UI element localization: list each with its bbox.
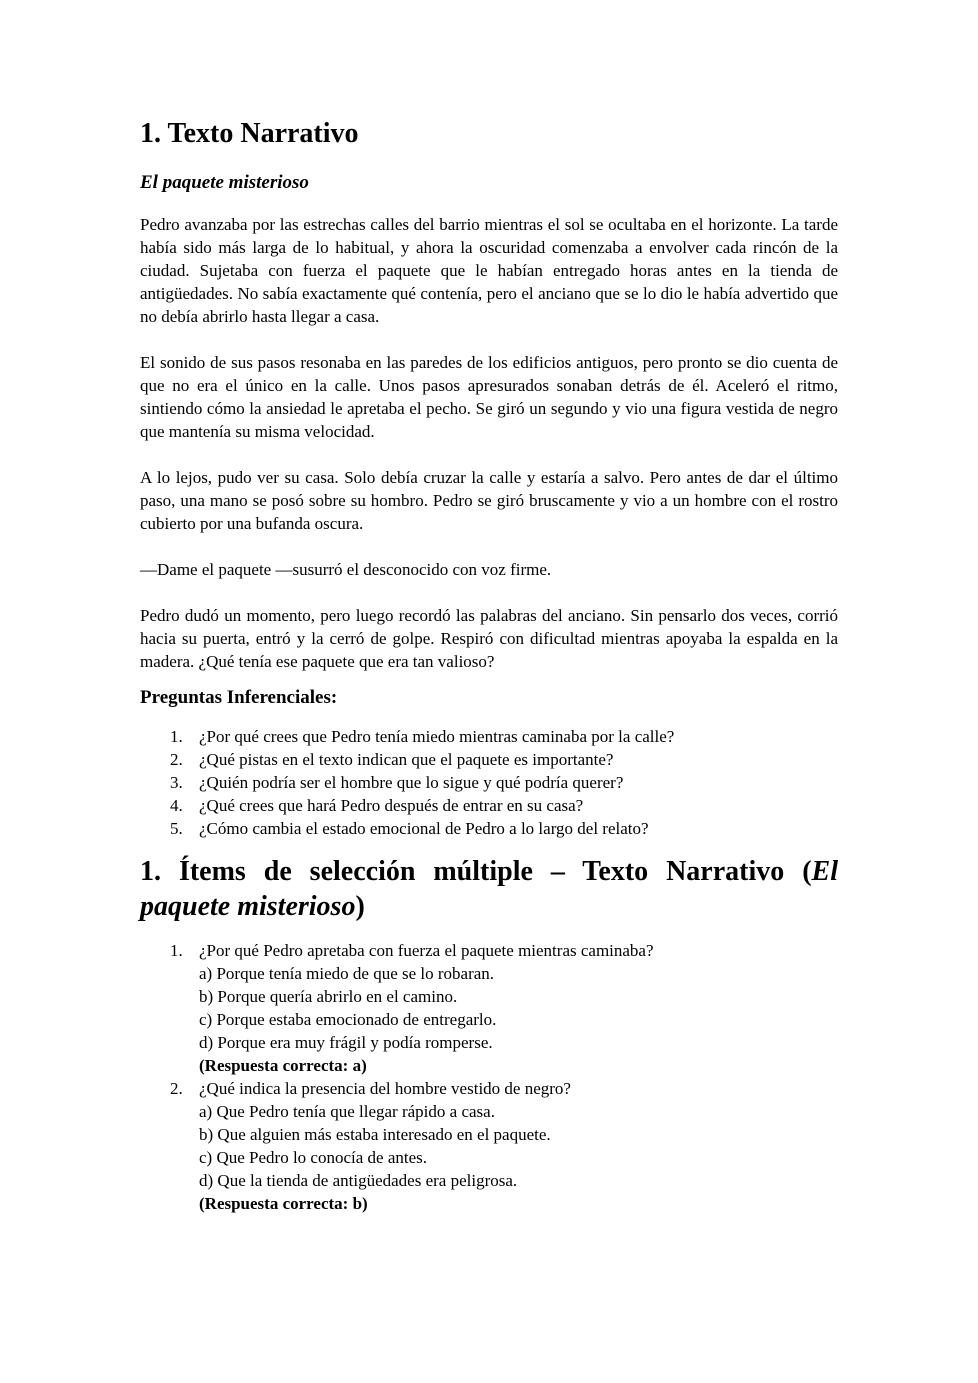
list-item bbox=[140, 794, 838, 817]
document-page bbox=[140, 114, 838, 1215]
paragraph: Pedro avanzaba por las estrechas calles del barrio mientras el sol se ocultaba en el horizonte. La tarde había sido más larga de lo habitual, y ahora la oscuridad comenzaba a envolver cada rincón de la ciudad. Sujetaba con fuerza el paquete que le habían entregado horas antes en la tienda de antigüedades. No sabía exactamente qué contenía, pero el anciano que se lo dio le había advertido que no debía abrirlo hasta llegar a casa. bbox=[140, 215, 838, 326]
item-number: 1. bbox=[170, 941, 183, 960]
list-item bbox=[140, 748, 838, 771]
question-text: ¿Cómo cambia el estado emocional de Pedro a lo largo del relato? bbox=[199, 819, 649, 838]
question-text: ¿Por qué Pedro apretaba con fuerza el paquete mientras caminaba? bbox=[199, 941, 654, 960]
paragraph: Pedro dudó un momento, pero luego recordó las palabras del anciano. Sin pensarlo dos veces, corrió hacia su puerta, entró y la cerró de golpe. Respiró con dificultad mientras apoyaba la espalda en la madera. ¿Qué tenía ese paquete que era tan valioso? bbox=[140, 606, 838, 671]
item-number: 5. bbox=[170, 819, 183, 838]
list-item bbox=[140, 771, 838, 794]
mc-item bbox=[140, 1077, 838, 1215]
heading-suffix: ) bbox=[355, 891, 365, 922]
option: d) Porque era muy frágil y podía romperse. bbox=[199, 1033, 493, 1052]
section-title: 1. Texto Narrativo bbox=[140, 118, 359, 149]
heading-prefix: 1. Ítems de selección múltiple – Texto Narrativo ( bbox=[140, 856, 812, 887]
correct-answer: (Respuesta correcta: a) bbox=[199, 1056, 367, 1075]
story-title: El paquete misterioso bbox=[140, 172, 309, 193]
option: c) Que Pedro lo conocía de antes. bbox=[199, 1148, 427, 1167]
mc-section-title bbox=[140, 854, 838, 924]
paragraph: A lo lejos, pudo ver su casa. Solo debía cruzar la calle y estaría a salvo. Pero antes de dar el último paso, una mano se posó sobre su hombro. Pedro se giró bruscamente y vio a un hombre con el rostro cubierto por una bufanda oscura. bbox=[140, 468, 838, 533]
dialogue-paragraph: —Dame el paquete —susurró el desconocido con voz firme. bbox=[140, 560, 552, 579]
list-item bbox=[140, 817, 838, 840]
option: a) Porque tenía miedo de que se lo robaran. bbox=[199, 964, 495, 983]
option: b) Porque quería abrirlo en el camino. bbox=[199, 987, 458, 1006]
paragraph: El sonido de sus pasos resonaba en las paredes de los edificios antiguos, pero pronto se dio cuenta de que no era el único en la calle. Unos pasos apresurados sonaban detrás de él. Aceleró el ritmo, sintiendo cómo la ansiedad le apretaba el pecho. Se giró un segundo y vio una figura vestida de negro que mantenía su misma velocidad. bbox=[140, 353, 838, 441]
inferential-heading: Preguntas Inferenciales: bbox=[140, 687, 338, 708]
item-number: 4. bbox=[170, 796, 183, 815]
mc-questions bbox=[140, 939, 838, 1215]
inferential-questions bbox=[140, 725, 838, 840]
question-text: ¿Qué indica la presencia del hombre vestido de negro? bbox=[199, 1079, 571, 1098]
item-number: 2. bbox=[170, 1079, 183, 1098]
question-text: ¿Quién podría ser el hombre que lo sigue y qué podría querer? bbox=[199, 773, 624, 792]
option: d) Que la tienda de antigüedades era peligrosa. bbox=[199, 1171, 518, 1190]
list-item bbox=[140, 725, 838, 748]
question-text: ¿Qué crees que hará Pedro después de entrar en su casa? bbox=[199, 796, 584, 815]
correct-answer: (Respuesta correcta: b) bbox=[199, 1194, 368, 1213]
item-number: 1. bbox=[170, 727, 183, 746]
question-text: ¿Por qué crees que Pedro tenía miedo mientras caminaba por la calle? bbox=[199, 727, 675, 746]
item-number: 2. bbox=[170, 750, 183, 769]
heading-italic: El paquete misterioso bbox=[140, 856, 838, 922]
option: b) Que alguien más estaba interesado en el paquete. bbox=[199, 1125, 551, 1144]
option: a) Que Pedro tenía que llegar rápido a casa. bbox=[199, 1102, 495, 1121]
option: c) Porque estaba emocionado de entregarlo. bbox=[199, 1010, 497, 1029]
question-text: ¿Qué pistas en el texto indican que el paquete es importante? bbox=[199, 750, 614, 769]
mc-item bbox=[140, 939, 838, 1077]
item-number: 3. bbox=[170, 773, 183, 792]
